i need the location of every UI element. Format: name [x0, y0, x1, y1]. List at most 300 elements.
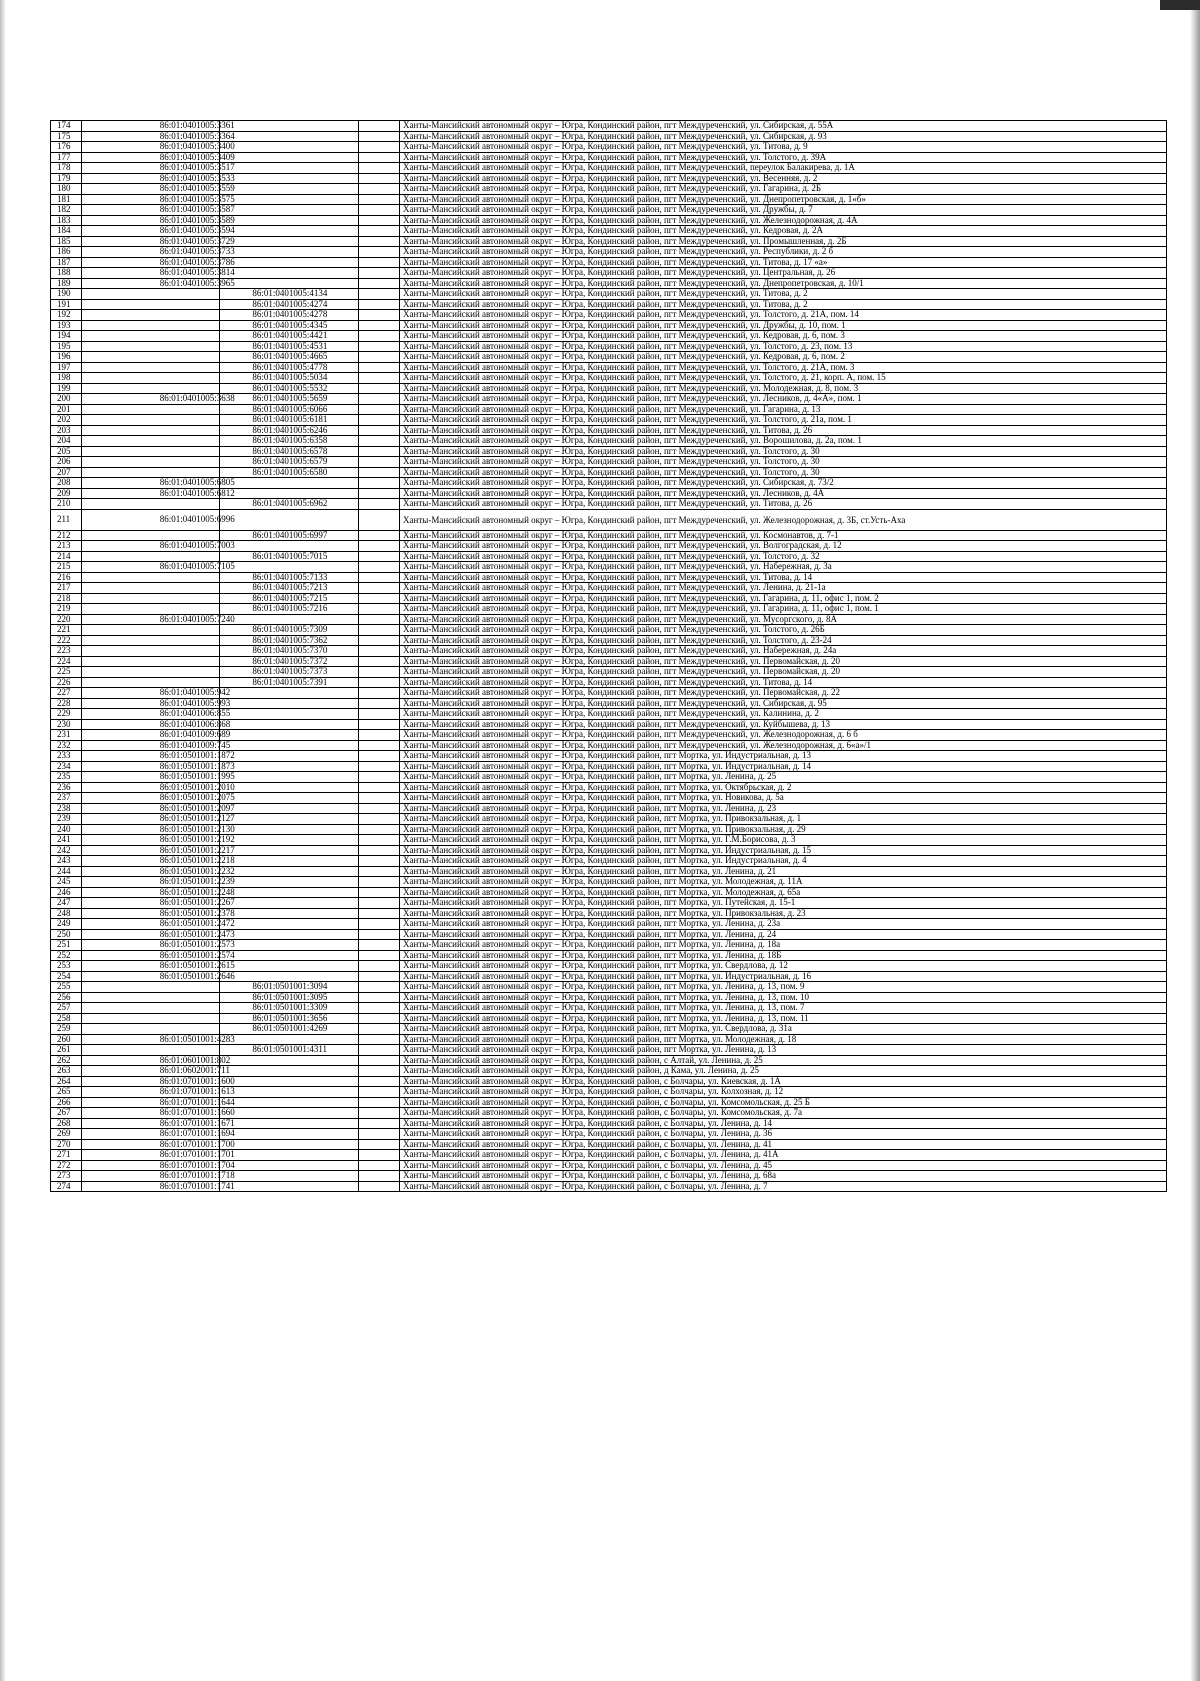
empty-cell	[358, 793, 399, 804]
empty-cell	[358, 835, 399, 846]
address-cell: Ханты-Мансийский автономный округ – Югра, Кондинский район, пгт Мортка, ул. Индустриальная, д. 15	[400, 845, 1167, 856]
cadastral-number-premises-cell: 86:01:0401005:7309	[220, 625, 359, 636]
empty-cell	[358, 866, 399, 877]
cadastral-number-cell: 86:01:0501001:2127	[81, 814, 220, 825]
row-number-cell: 261	[51, 1045, 82, 1056]
row-number-cell: 234	[51, 761, 82, 772]
cadastral-number-premises-cell: 86:01:0501001:4311	[220, 1045, 359, 1056]
cadastral-number-cell	[81, 572, 220, 583]
empty-cell	[358, 320, 399, 331]
address-cell: Ханты-Мансийский автономный округ – Югра, Кондинский район, пгт Мортка, ул. Привокзальная, д. 23	[400, 908, 1167, 919]
row-number-cell: 186	[51, 247, 82, 258]
cadastral-number-cell: 86:01:0701001:1704	[81, 1160, 220, 1171]
cadastral-number-cell	[81, 992, 220, 1003]
cadastral-number-cell	[81, 341, 220, 352]
table-row	[51, 530, 1167, 541]
address-cell: Ханты-Мансийский автономный округ – Югра, Кондинский район, пгт Мортка, ул. Ленина, д. 13, пом. 7	[400, 1003, 1167, 1014]
table-row	[51, 1150, 1167, 1161]
table-row	[51, 887, 1167, 898]
address-cell: Ханты-Мансийский автономный округ – Югра, Кондинский район, пгт Междуреченский, ул. Железнодорожная, д. 4А	[400, 215, 1167, 226]
cadastral-number-cell	[81, 467, 220, 478]
row-number-cell: 246	[51, 887, 82, 898]
cadastral-number-premises-cell	[220, 698, 359, 709]
row-number-cell: 202	[51, 415, 82, 426]
empty-cell	[358, 961, 399, 972]
row-number-cell: 184	[51, 226, 82, 237]
address-cell: Ханты-Мансийский автономный округ – Югра, Кондинский район, пгт Междуреченский, ул. Ворошилова, д. 2а, пом. 1	[400, 436, 1167, 447]
cadastral-number-cell: 86:01:0401005:993	[81, 698, 220, 709]
row-number-cell: 271	[51, 1150, 82, 1161]
empty-cell	[358, 814, 399, 825]
table-row	[51, 1160, 1167, 1171]
row-number-cell: 207	[51, 467, 82, 478]
empty-cell	[358, 236, 399, 247]
row-number-cell: 191	[51, 299, 82, 310]
cadastral-number-cell: 86:01:0401005:3965	[81, 278, 220, 289]
table-row	[51, 1181, 1167, 1192]
address-cell: Ханты-Мансийский автономный округ – Югра, Кондинский район, пгт Мортка, ул. Г.М.Борисова, д. 3	[400, 835, 1167, 846]
table-row	[51, 152, 1167, 163]
cadastral-number-cell	[81, 1024, 220, 1035]
cadastral-number-premises-cell: 86:01:0401005:4274	[220, 299, 359, 310]
cadastral-number-cell: 86:01:0501001:2378	[81, 908, 220, 919]
address-cell: Ханты-Мансийский автономный округ – Югра, Кондинский район, пгт Междуреченский, ул. Днепропетровская, д. 10/1	[400, 278, 1167, 289]
cadastral-number-premises-cell	[220, 1034, 359, 1045]
empty-cell	[358, 415, 399, 426]
row-number-cell: 193	[51, 320, 82, 331]
empty-cell	[358, 215, 399, 226]
table-row	[51, 436, 1167, 447]
address-cell: Ханты-Мансийский автономный округ – Югра, Кондинский район, с Болчары, ул. Ленина, д. 7	[400, 1181, 1167, 1192]
address-cell: Ханты-Мансийский автономный округ – Югра, Кондинский район, пгт Мортка, ул. Ленина, д. 13, пом. 11	[400, 1013, 1167, 1024]
address-cell: Ханты-Мансийский автономный округ – Югра, Кондинский район, пгт Мортка, ул. Ленина, д. 13, пом. 10	[400, 992, 1167, 1003]
cadastral-number-cell: 86:01:0501001:2472	[81, 919, 220, 930]
cadastral-number-premises-cell: 86:01:0401005:4531	[220, 341, 359, 352]
row-number-cell: 243	[51, 856, 82, 867]
row-number-cell: 252	[51, 950, 82, 961]
cadastral-number-premises-cell	[220, 1108, 359, 1119]
table-row	[51, 310, 1167, 321]
table-row	[51, 268, 1167, 279]
empty-cell	[358, 352, 399, 363]
address-cell: Ханты-Мансийский автономный округ – Югра, Кондинский район, пгт Междуреченский, ул. Кедровая, д. 6, пом. 3	[400, 331, 1167, 342]
cadastral-number-premises-cell	[220, 1139, 359, 1150]
cadastral-number-premises-cell	[220, 782, 359, 793]
row-number-cell: 176	[51, 142, 82, 153]
cadastral-number-cell	[81, 425, 220, 436]
cadastral-number-cell: 86:01:0401005:3587	[81, 205, 220, 216]
empty-cell	[358, 436, 399, 447]
empty-cell	[358, 1150, 399, 1161]
table-row	[51, 562, 1167, 573]
row-number-cell: 210	[51, 499, 82, 510]
empty-cell	[358, 1181, 399, 1192]
cadastral-number-premises-cell	[220, 509, 359, 530]
row-number-cell: 259	[51, 1024, 82, 1035]
empty-cell	[358, 1160, 399, 1171]
table-row	[51, 383, 1167, 394]
cadastral-number-premises-cell: 86:01:0401005:6962	[220, 499, 359, 510]
address-cell: Ханты-Мансийский автономный округ – Югра, Кондинский район, пгт Междуреченский, ул. Лесников, д. 4А	[400, 488, 1167, 499]
cadastral-number-cell: 86:01:0401005:3559	[81, 184, 220, 195]
row-number-cell: 227	[51, 688, 82, 699]
row-number-cell: 178	[51, 163, 82, 174]
cadastral-number-premises-cell	[220, 772, 359, 783]
row-number-cell: 269	[51, 1129, 82, 1140]
empty-cell	[358, 163, 399, 174]
cadastral-number-premises-cell: 86:01:0401005:5034	[220, 373, 359, 384]
cadastral-number-premises-cell: 86:01:0401005:6579	[220, 457, 359, 468]
cadastral-number-premises-cell	[220, 1055, 359, 1066]
address-cell: Ханты-Мансийский автономный округ – Югра, Кондинский район, пгт Междуреченский, ул. Титова, д. 26	[400, 499, 1167, 510]
row-number-cell: 214	[51, 551, 82, 562]
row-number-cell: 240	[51, 824, 82, 835]
address-cell: Ханты-Мансийский автономный округ – Югра, Кондинский район, пгт Междуреченский, ул. Титова, д. 14	[400, 677, 1167, 688]
cadastral-number-premises-cell: 86:01:0401005:6997	[220, 530, 359, 541]
empty-cell	[358, 1076, 399, 1087]
cadastral-number-premises-cell	[220, 1129, 359, 1140]
table-row	[51, 121, 1167, 132]
row-number-cell: 229	[51, 709, 82, 720]
row-number-cell: 200	[51, 394, 82, 405]
cadastral-number-premises-cell	[220, 478, 359, 489]
row-number-cell: 256	[51, 992, 82, 1003]
address-cell: Ханты-Мансийский автономный округ – Югра, Кондинский район, пгт Междуреченский, ул. Сибирская, д. 55А	[400, 121, 1167, 132]
row-number-cell: 250	[51, 929, 82, 940]
cadastral-number-premises-cell: 86:01:0401005:7370	[220, 646, 359, 657]
empty-cell	[358, 551, 399, 562]
address-cell: Ханты-Мансийский автономный округ – Югра, Кондинский район, пгт Междуреченский, ул. Железнодорожная, д. 6«а»/1	[400, 740, 1167, 751]
cadastral-number-premises-cell: 86:01:0501001:4269	[220, 1024, 359, 1035]
address-cell: Ханты-Мансийский автономный округ – Югра, Кондинский район, пгт Мортка, ул. Индустриальная, д. 4	[400, 856, 1167, 867]
table-row	[51, 1055, 1167, 1066]
address-cell: Ханты-Мансийский автономный округ – Югра, Кондинский район, пгт Мортка, ул. Ленина, д. 18Б	[400, 950, 1167, 961]
table-row	[51, 415, 1167, 426]
empty-cell	[358, 583, 399, 594]
table-row	[51, 866, 1167, 877]
row-number-cell: 238	[51, 803, 82, 814]
address-cell: Ханты-Мансийский автономный округ – Югра, Кондинский район, пгт Мортка, ул. Октябрьская, д. 2	[400, 782, 1167, 793]
address-cell: Ханты-Мансийский автономный округ – Югра, Кондинский район, пгт Междуреченский, ул. Титова, д. 14	[400, 572, 1167, 583]
table-row	[51, 740, 1167, 751]
address-cell: Ханты-Мансийский автономный округ – Югра, Кондинский район, пгт Междуреченский, ул. Титова, д. 2	[400, 299, 1167, 310]
cadastral-number-cell	[81, 635, 220, 646]
table-row	[51, 793, 1167, 804]
address-cell: Ханты-Мансийский автономный округ – Югра, Кондинский район, пгт Междуреченский, ул. Толстого, д. 21а, пом. 1	[400, 415, 1167, 426]
address-cell: Ханты-Мансийский автономный округ – Югра, Кондинский район, с Болчары, ул. Ленина, д. 68а	[400, 1171, 1167, 1182]
address-cell: Ханты-Мансийский автономный округ – Югра, Кондинский район, пгт Мортка, ул. Привокзальная, д. 1	[400, 814, 1167, 825]
row-number-cell: 183	[51, 215, 82, 226]
row-number-cell: 212	[51, 530, 82, 541]
table-row	[51, 782, 1167, 793]
row-number-cell: 262	[51, 1055, 82, 1066]
cadastral-number-cell	[81, 1045, 220, 1056]
empty-cell	[358, 772, 399, 783]
row-number-cell: 211	[51, 509, 82, 530]
empty-cell	[358, 373, 399, 384]
cadastral-number-cell: 86:01:0401005:3517	[81, 163, 220, 174]
cadastral-number-premises-cell: 86:01:0401005:4665	[220, 352, 359, 363]
address-cell: Ханты-Мансийский автономный округ – Югра, Кондинский район, пгт Междуреченский, ул. Центральная, д. 26	[400, 268, 1167, 279]
cadastral-number-cell	[81, 415, 220, 426]
table-row	[51, 730, 1167, 741]
cadastral-number-premises-cell: 86:01:0401005:6580	[220, 467, 359, 478]
cadastral-number-premises-cell	[220, 562, 359, 573]
address-cell: Ханты-Мансийский автономный округ – Югра, Кондинский район, пгт Междуреченский, ул. Гагарина, д. 11, офис 1, пом. 1	[400, 604, 1167, 615]
table-row	[51, 814, 1167, 825]
table-row	[51, 488, 1167, 499]
empty-cell	[358, 740, 399, 751]
cadastral-number-premises-cell	[220, 793, 359, 804]
cadastral-number-premises-cell: 86:01:0401005:5659	[220, 394, 359, 405]
row-number-cell: 205	[51, 446, 82, 457]
table-row	[51, 856, 1167, 867]
table-row	[51, 1097, 1167, 1108]
empty-cell	[358, 1171, 399, 1182]
empty-cell	[358, 184, 399, 195]
row-number-cell: 245	[51, 877, 82, 888]
cadastral-number-cell	[81, 1003, 220, 1014]
empty-cell	[358, 604, 399, 615]
address-cell: Ханты-Мансийский автономный округ – Югра, Кондинский район, пгт Междуреченский, ул. Толстого, д. 26Б	[400, 625, 1167, 636]
table-row	[51, 1129, 1167, 1140]
address-cell: Ханты-Мансийский автономный округ – Югра, Кондинский район, пгт Междуреченский, ул. Толстого, д. 21А, пом. 3	[400, 362, 1167, 373]
table-row	[51, 289, 1167, 300]
cadastral-number-cell: 86:01:0401009:745	[81, 740, 220, 751]
empty-cell	[358, 310, 399, 321]
cadastral-number-cell	[81, 320, 220, 331]
cadastral-number-cell: 86:01:0501001:2473	[81, 929, 220, 940]
row-number-cell: 194	[51, 331, 82, 342]
cadastral-number-premises-cell	[220, 236, 359, 247]
table-row	[51, 467, 1167, 478]
empty-cell	[358, 425, 399, 436]
table-row	[51, 142, 1167, 153]
cadastral-number-cell	[81, 982, 220, 993]
row-number-cell: 264	[51, 1076, 82, 1087]
cadastral-number-cell: 86:01:0601001:802	[81, 1055, 220, 1066]
table-row	[51, 373, 1167, 384]
table-row	[51, 751, 1167, 762]
row-number-cell: 270	[51, 1139, 82, 1150]
empty-cell	[358, 362, 399, 373]
table-row	[51, 667, 1167, 678]
cadastral-number-cell	[81, 289, 220, 300]
cadastral-number-cell: 86:01:0401005:6812	[81, 488, 220, 499]
cadastral-number-cell	[81, 383, 220, 394]
empty-cell	[358, 730, 399, 741]
cadastral-number-premises-cell	[220, 919, 359, 930]
cadastral-number-premises-cell	[220, 1076, 359, 1087]
row-number-cell: 195	[51, 341, 82, 352]
cadastral-number-premises-cell	[220, 803, 359, 814]
table-row	[51, 1171, 1167, 1182]
cadastral-number-cell: 86:01:0501001:2615	[81, 961, 220, 972]
address-cell: Ханты-Мансийский автономный округ – Югра, Кондинский район, с Болчары, ул. Киевская, д. 1А	[400, 1076, 1167, 1087]
row-number-cell: 199	[51, 383, 82, 394]
row-number-cell: 174	[51, 121, 82, 132]
empty-cell	[358, 824, 399, 835]
table-row	[51, 635, 1167, 646]
row-number-cell: 177	[51, 152, 82, 163]
empty-cell	[358, 1087, 399, 1098]
row-number-cell: 230	[51, 719, 82, 730]
table-row	[51, 394, 1167, 405]
row-number-cell: 185	[51, 236, 82, 247]
cadastral-number-premises-cell: 86:01:0401005:6246	[220, 425, 359, 436]
cadastral-number-cell: 86:01:0401006:868	[81, 719, 220, 730]
row-number-cell: 255	[51, 982, 82, 993]
row-number-cell: 223	[51, 646, 82, 657]
empty-cell	[358, 121, 399, 132]
cadastral-number-cell: 86:01:0501001:2573	[81, 940, 220, 951]
cadastral-number-premises-cell	[220, 614, 359, 625]
cadastral-number-premises-cell	[220, 845, 359, 856]
cadastral-number-premises-cell: 86:01:0401005:7373	[220, 667, 359, 678]
address-cell: Ханты-Мансийский автономный округ – Югра, Кондинский район, пгт Междуреченский, ул. Кедровая, д. 6, пом. 2	[400, 352, 1167, 363]
cadastral-number-cell: 86:01:0401005:3729	[81, 236, 220, 247]
cadastral-number-premises-cell	[220, 1097, 359, 1108]
cadastral-number-premises-cell	[220, 1066, 359, 1077]
table-row	[51, 478, 1167, 489]
cadastral-number-cell: 86:01:0602001:711	[81, 1066, 220, 1077]
table-row	[51, 1118, 1167, 1129]
table-row	[51, 404, 1167, 415]
table-row	[51, 1076, 1167, 1087]
row-number-cell: 213	[51, 541, 82, 552]
empty-cell	[358, 541, 399, 552]
cadastral-number-cell: 86:01:0701001:1700	[81, 1139, 220, 1150]
address-cell: Ханты-Мансийский автономный округ – Югра, Кондинский район, пгт Мортка, ул. Ленина, д. 24	[400, 929, 1167, 940]
cadastral-number-cell	[81, 551, 220, 562]
table-row	[51, 341, 1167, 352]
cadastral-number-premises-cell	[220, 1181, 359, 1192]
address-cell: Ханты-Мансийский автономный округ – Югра, Кондинский район, пгт Мортка, ул. Индустриальная, д. 16	[400, 971, 1167, 982]
cadastral-number-premises-cell	[220, 194, 359, 205]
empty-cell	[358, 782, 399, 793]
table-row	[51, 320, 1167, 331]
address-cell: Ханты-Мансийский автономный округ – Югра, Кондинский район, с Болчары, ул. Комсомольская, д. 7а	[400, 1108, 1167, 1119]
cadastral-number-premises-cell	[220, 121, 359, 132]
address-cell: Ханты-Мансийский автономный округ – Югра, Кондинский район, пгт Междуреченский, ул. Волгоградская, д. 12	[400, 541, 1167, 552]
table-row	[51, 971, 1167, 982]
table-row	[51, 677, 1167, 688]
cadastral-number-premises-cell: 86:01:0401005:4778	[220, 362, 359, 373]
cadastral-number-premises-cell	[220, 730, 359, 741]
address-cell: Ханты-Мансийский автономный округ – Югра, Кондинский район, пгт Междуреченский, ул. Республики, д. 2 б	[400, 247, 1167, 258]
cadastral-number-premises-cell: 86:01:0401005:6066	[220, 404, 359, 415]
address-cell: Ханты-Мансийский автономный округ – Югра, Кондинский район, пгт Мортка, ул. Молодежная, д. 18	[400, 1034, 1167, 1045]
empty-cell	[358, 1013, 399, 1024]
address-cell: Ханты-Мансийский автономный округ – Югра, Кондинский район, пгт Междуреченский, ул. Набережная, д. 3а	[400, 562, 1167, 573]
registry-table	[50, 120, 1167, 1192]
cadastral-number-cell	[81, 373, 220, 384]
cadastral-number-cell	[81, 1013, 220, 1024]
empty-cell	[358, 562, 399, 573]
table-row	[51, 1108, 1167, 1119]
cadastral-number-premises-cell	[220, 247, 359, 258]
table-row	[51, 845, 1167, 856]
table-row	[51, 835, 1167, 846]
address-cell: Ханты-Мансийский автономный округ – Югра, Кондинский район, с Болчары, ул. Ленина, д. 14	[400, 1118, 1167, 1129]
cadastral-number-premises-cell: 86:01:0401005:7216	[220, 604, 359, 615]
cadastral-number-cell	[81, 436, 220, 447]
row-number-cell: 218	[51, 593, 82, 604]
table-row	[51, 982, 1167, 993]
row-number-cell: 236	[51, 782, 82, 793]
table-row	[51, 278, 1167, 289]
cadastral-number-cell	[81, 404, 220, 415]
row-number-cell: 201	[51, 404, 82, 415]
cadastral-number-premises-cell	[220, 142, 359, 153]
empty-cell	[358, 247, 399, 258]
empty-cell	[358, 478, 399, 489]
empty-cell	[358, 1003, 399, 1014]
cadastral-number-premises-cell: 86:01:0401005:6578	[220, 446, 359, 457]
address-cell: Ханты-Мансийский автономный округ – Югра, Кондинский район, пгт Междуреченский, ул. Промышленная, д. 2Б	[400, 236, 1167, 247]
address-cell: Ханты-Мансийский автономный округ – Югра, Кондинский район, пгт Междуреченский, ул. Дружбы, д. 7	[400, 205, 1167, 216]
cadastral-number-cell	[81, 677, 220, 688]
cadastral-number-premises-cell	[220, 173, 359, 184]
cadastral-number-cell	[81, 530, 220, 541]
empty-cell	[358, 278, 399, 289]
empty-cell	[358, 488, 399, 499]
address-cell: Ханты-Мансийский автономный округ – Югра, Кондинский район, пгт Междуреченский, ул. Толстого, д. 23, пом. 13	[400, 341, 1167, 352]
address-cell: Ханты-Мансийский автономный округ – Югра, Кондинский район, пгт Мортка, ул. Свердлова, д. 31а	[400, 1024, 1167, 1035]
row-number-cell: 233	[51, 751, 82, 762]
empty-cell	[358, 257, 399, 268]
empty-cell	[358, 394, 399, 405]
empty-cell	[358, 131, 399, 142]
address-cell: Ханты-Мансийский автономный округ – Югра, Кондинский район, пгт Междуреченский, ул. Железнодорожная, д. 3Б, ст.Усть-Аха	[400, 509, 1167, 530]
address-cell: Ханты-Мансийский автономный округ – Югра, Кондинский район, пгт Междуреченский, ул. Толстого, д. 30	[400, 446, 1167, 457]
cadastral-number-premises-cell: 86:01:0401005:6358	[220, 436, 359, 447]
table-row	[51, 1013, 1167, 1024]
table-row	[51, 1087, 1167, 1098]
row-number-cell: 249	[51, 919, 82, 930]
row-number-cell: 198	[51, 373, 82, 384]
cadastral-number-cell: 86:01:0701001:1613	[81, 1087, 220, 1098]
table-row	[51, 194, 1167, 205]
empty-cell	[358, 226, 399, 237]
cadastral-number-premises-cell	[220, 688, 359, 699]
cadastral-number-cell: 86:01:0501001:1873	[81, 761, 220, 772]
empty-cell	[358, 1024, 399, 1035]
empty-cell	[358, 950, 399, 961]
cadastral-number-cell: 86:01:0501001:2574	[81, 950, 220, 961]
cadastral-number-cell: 86:01:0701001:1671	[81, 1118, 220, 1129]
address-cell: Ханты-Мансийский автономный округ – Югра, Кондинский район, пгт Мортка, ул. Свердлова, д. 12	[400, 961, 1167, 972]
address-cell: Ханты-Мансийский автономный округ – Югра, Кондинский район, пгт Мортка, ул. Молодежная, д. 11А	[400, 877, 1167, 888]
cadastral-number-cell: 86:01:0501001:2267	[81, 898, 220, 909]
cadastral-number-premises-cell	[220, 226, 359, 237]
table-row	[51, 425, 1167, 436]
cadastral-number-cell: 86:01:0701001:1600	[81, 1076, 220, 1087]
empty-cell	[358, 404, 399, 415]
table-row	[51, 961, 1167, 972]
empty-cell	[358, 341, 399, 352]
cadastral-number-premises-cell	[220, 908, 359, 919]
cadastral-number-cell	[81, 362, 220, 373]
address-cell: Ханты-Мансийский автономный округ – Югра, Кондинский район, пгт Междуреченский, ул. Набережная, д. 24а	[400, 646, 1167, 657]
address-cell: Ханты-Мансийский автономный округ – Югра, Кондинский район, пгт Мортка, ул. Ленина, д. 23	[400, 803, 1167, 814]
table-row	[51, 614, 1167, 625]
address-cell: Ханты-Мансийский автономный округ – Югра, Кондинский район, пгт Междуреченский, переулок Балакирева, д. 1А	[400, 163, 1167, 174]
address-cell: Ханты-Мансийский автономный округ – Югра, Кондинский район, пгт Междуреченский, ул. Железнодорожная, д. 6 б	[400, 730, 1167, 741]
table-row	[51, 719, 1167, 730]
row-number-cell: 235	[51, 772, 82, 783]
table-row	[51, 184, 1167, 195]
